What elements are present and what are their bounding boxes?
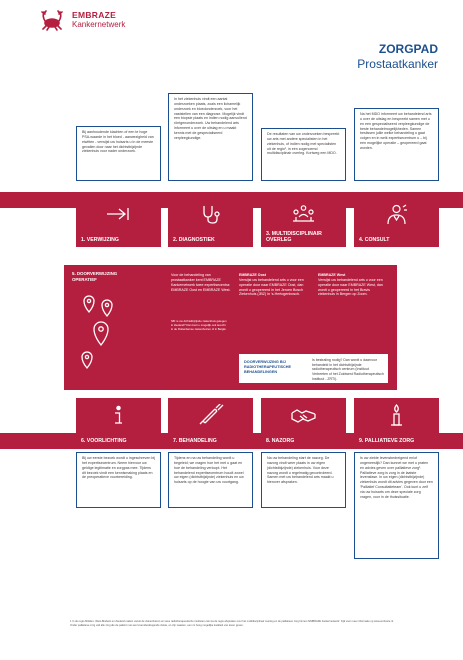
title-main: ZORGPAD	[378, 42, 438, 56]
column-west	[318, 273, 386, 297]
step-panel	[168, 398, 253, 448]
oost-text: Verwijst uw behandelend arts u voor een operatie door naar EMBRAZE Oost, dan wordt u geopereerd in het Jeroen Bosch Ziekenhuis (JBZ) in 's-Hertogenbosch.	[239, 277, 304, 297]
syringe-icon	[196, 404, 225, 426]
step-label: 7. BEHANDELING	[173, 437, 217, 444]
referral-block	[64, 265, 397, 390]
step-label: 4. CONSULT	[359, 236, 390, 243]
step-text: Bij uw eerste bezoek wordt u ingeschreven bij het expertisecentrum. Neem hiervoor uw geldige legitimatie en zorgpas mee. Tijdens dit bezoek vindt een kennismaking plaats en de preoperatieve voorbereiding.	[76, 452, 161, 508]
radiotherapy-box	[239, 354, 388, 383]
brand-subtitle: Kankernetwerk	[72, 19, 126, 29]
brand-name: EMBRAZE	[72, 10, 117, 20]
title-sub: Prostaatkanker	[357, 57, 438, 71]
step-panel	[76, 197, 161, 247]
crab-icon	[40, 9, 64, 31]
stethoscope-icon	[196, 203, 225, 225]
step-panel	[168, 197, 253, 247]
candle-icon	[382, 404, 411, 426]
radiotherapy-heading: DOORVERWIJZING BIJ RADIOTHERAPEUTISCHE BEHANDELINGEN	[244, 360, 292, 374]
west-text: Verwijst uw behandelend arts u voor een operatie door naar EMBRAZE West, dan wordt u geopereerd in het Bravis ziekenhuis in Bergen op Zoom.	[318, 277, 383, 297]
doctor-icon	[382, 203, 411, 225]
step-panel	[261, 197, 346, 247]
step-text: In het ziekenhuis vindt een aantal onderzoeken plaats, zoals een lichamelijk onderzoek en bloedonderzoek, voor het vaststellen van een diagnose. Mogelijk vindt een biopsie plaats en indien nodig aanvullend röntgenonderzoek. Uw behandelend arts informeert u over de uitslag en u maakt kennis met de gespecialiseerd verpleegkundige.	[168, 93, 253, 181]
step-label: 2. DIAGNOSTIEK	[173, 236, 215, 243]
footnote-2: Onder palliatieve zorg valt alle zorg die de patiënt met een levensbedreigende ziekte, en zijn naasten, een zo hoog mogelijke kwaliteit van leven geven.	[70, 623, 244, 627]
brand	[72, 11, 125, 29]
footnote-1: 1 In de regio Midden- West-Brabant en Zeeland maken vanuit de ziekenhuizen en twee radiotherapeutische instituten ook via de regio afspraken over het multidisciplinair overleg en de palliatieve zorg binnen 'EMBRAZE Kankernetwerk'. Kijk voor meer informatie op www.embraze.nl.	[70, 620, 394, 623]
step-text: Na uw behandeling start de nazorg. De nazorg vindt weer plaats in uw eigen (dichtstbijzijnde) ziekenhuis. Voor deze nazorg wordt u regelmatig gecontroleerd. Samen met uw behandelend arts maakt u hierover afspraken.	[261, 452, 346, 508]
step-label: 1. VERWIJZING	[81, 236, 119, 243]
west-title: EMBRAZE West	[318, 273, 346, 277]
location-pins-icon	[74, 293, 120, 383]
step-text: Bij aanhoudende klachten of een te hoge PSA-waarde in het bloed - aanwezigheid van eiwitten - verwijst uw huisarts u in de meeste gevallen door naar het dichtstbijzijnde ziekenhuis voor nader onderzoek.	[76, 126, 161, 181]
step-text: Tijdens en na uw behandeling wordt u begeleid; we vragen hoe het met u gaat en hoe de behandeling verloopt. Het behandelend expertisecentrum houdt zowel uw eigen (dichtstbijzijnde) ziekenhuis en uw huisarts op de hoogte van uw voortgang.	[168, 452, 253, 508]
step-label: 6. VOORLICHTING	[81, 437, 127, 444]
referral-note: NB: is uw dichtstbijzijnde ziekenhuis gelegen in Zeeland? Dan kunt u mogelijk ook terecht in de Rotterdamse ziekenhuizen of in België.	[171, 319, 227, 331]
step-text: De resultaten van uw onderzoeken bespreekt uw arts met andere specialisten in het ziekenhuis, of indien nodig met specialisten uit de regio¹, in een zogenoemd multidisciplinair overleg. Kortweg een MDO.	[261, 128, 346, 181]
step-label: 3. MULTIDISCIPLINAIR OVERLEG	[266, 230, 322, 243]
column-oost	[239, 273, 307, 297]
info-person-icon	[104, 404, 133, 426]
radiotherapy-text: Is bestraling nodig? Dan wordt u daarvoor behandeld in het dichtstbijzijnde radiotherapeutisch centrum (Instituut Verbeeten of het Zuidwest Radiotherapeutisch Instituut - ZRTI).	[312, 358, 384, 381]
arrow-right-icon	[104, 203, 133, 225]
step-panel	[76, 398, 161, 448]
step-text: Na het MDO informeert uw behandelend arts u over de uitslag en bespreekt samen met u en een gespecialiseerd verpleegkundige de beste behandelmogelijkheden. Samen beslissen jullie welke behandeling u gaat volgen en in welk expertisecentrum u – bij een mogelijke operatie – geopereerd gaat worden.	[354, 108, 439, 181]
page-title	[357, 42, 438, 71]
handshake-icon	[289, 404, 318, 426]
referral-heading: 5. DOORVERWIJZING OPERATIEF	[72, 271, 118, 282]
step-label: 9. PALLIATIEVE ZORG	[359, 437, 415, 444]
step-panel	[354, 197, 439, 247]
step-label: 8. NAZORG	[266, 437, 295, 444]
meeting-icon	[289, 203, 318, 225]
step-text: Is uw ziekte levensbedreigend en/of ongeneeslijk? Dan kunnet we met u praten en advies geven over palliatieve zorg¹. Palliatieve zorg is zorg in de laatste levensfase. In uw eigen (dichtstbijzijnde) ziekenhuis wordt dit advies gegeven door een 'Palliatief Consultatieteam'. Ook kunt u zelf via uw huisarts om deze speciale zorg vragen, voor in de thuissituatie.	[354, 452, 439, 559]
step-panel	[261, 398, 346, 448]
referral-intro: Voor de behandeling van prostaatkanker kent EMBRAZE Kankernetwerk twee expertisecentra: EMBRAZE Oost en EMBRAZE West.	[171, 273, 231, 292]
footnotes	[70, 620, 440, 628]
oost-title: EMBRAZE Oost	[239, 273, 266, 277]
step-panel	[354, 398, 439, 448]
